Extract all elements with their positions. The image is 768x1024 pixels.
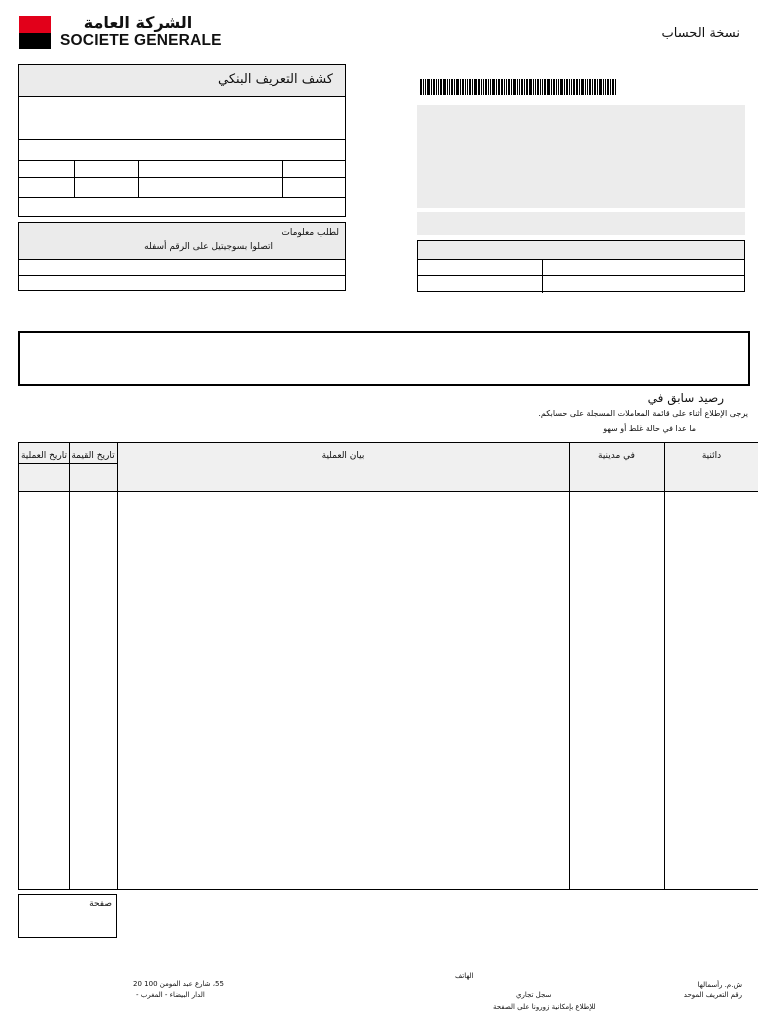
logo-english-name: SOCIETE GENERALE xyxy=(60,32,222,49)
information-box xyxy=(18,222,346,291)
footer-address-line-2: الدار البيضاء - المغرب - xyxy=(136,991,205,999)
footer-company-form: ش.م. رأسمالها xyxy=(697,981,742,989)
footer-visit-note: للإطلاع بإمكانية زورونا على الصفحة xyxy=(493,1003,596,1011)
notice-line-2: ما عدا في حالة غلط أو سهو xyxy=(603,424,696,433)
notice-line-1: يرجى الإطلاع أثناء على قائمة المعاملات المسجلة على حسابكم. xyxy=(538,409,748,418)
logo-arabic-name: الشركة العامة xyxy=(83,13,193,32)
column-value-date: تاريخ القيمة xyxy=(71,451,115,461)
divider xyxy=(74,160,75,197)
account-summary-box xyxy=(18,331,750,386)
bank-identity-title: كشف التعريف البنكي xyxy=(218,72,333,87)
column-description: بيان العملية xyxy=(321,451,365,461)
divider xyxy=(19,160,345,161)
divider xyxy=(19,139,345,140)
page-number-box xyxy=(18,894,117,938)
divider xyxy=(19,463,117,464)
bank-identity-box xyxy=(18,64,346,217)
column-debit: في مدينية xyxy=(598,451,635,461)
divider xyxy=(418,259,744,260)
column-credit: دائنية xyxy=(701,451,722,461)
divider xyxy=(418,275,744,276)
page-label: صفحة xyxy=(89,899,112,909)
previous-balance-label: رصيد سابق في xyxy=(647,391,724,405)
footer-phone-label: الهاتف xyxy=(455,972,474,980)
barcode-icon xyxy=(420,79,656,95)
divider xyxy=(117,443,118,890)
divider xyxy=(69,443,70,890)
info-line-1: لطلب معلومات xyxy=(281,228,339,238)
divider xyxy=(19,197,345,198)
divider xyxy=(138,160,139,197)
footer-unified-id: رقم التعريف الموحد xyxy=(683,991,742,999)
divider xyxy=(19,177,345,178)
divider xyxy=(18,889,742,890)
divider xyxy=(19,491,758,492)
divider xyxy=(664,443,665,890)
transactions-table xyxy=(18,442,758,890)
address-footer-area xyxy=(417,212,745,235)
logo-icon xyxy=(19,16,51,49)
divider xyxy=(19,259,345,260)
footer-address-line-1: 55، شارع عبد المومن 100 20 xyxy=(133,980,224,988)
bank-identity-header xyxy=(19,65,345,97)
account-info-table xyxy=(417,240,745,292)
footer-trade-register: سجل تجاري xyxy=(516,991,552,999)
address-area xyxy=(417,105,745,208)
divider xyxy=(569,443,570,890)
column-operation-date: تاريخ العملية xyxy=(20,451,68,461)
divider xyxy=(542,259,543,293)
info-line-2: اتصلوا بسوجيتيل على الرقم أسفله xyxy=(144,242,273,252)
document-copy-label: نسخة الحساب xyxy=(661,26,740,41)
divider xyxy=(282,160,283,197)
divider xyxy=(19,275,345,276)
